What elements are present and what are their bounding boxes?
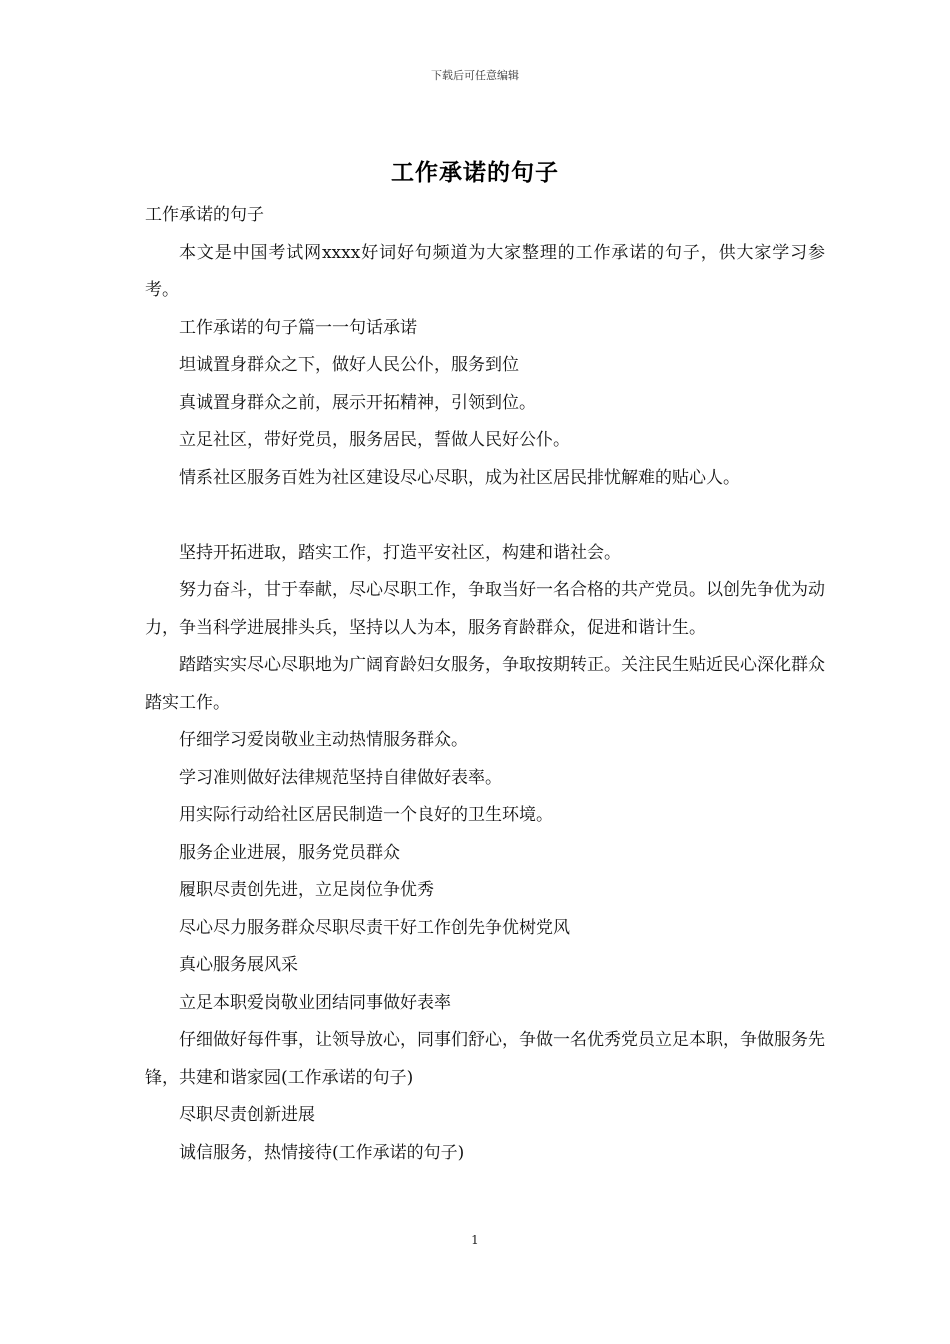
paragraph: 坦诚置身群众之下，做好人民公仆，服务到位 (179, 355, 519, 375)
paragraph: 情系社区服务百姓为社区建设尽心尽职，成为社区居民排忧解难的贴心人。 (179, 467, 740, 488)
page-header: 下载后可任意编辑 (431, 69, 519, 82)
paragraph: 用实际行动给社区居民制造一个良好的卫生环境。 (179, 805, 553, 825)
paragraph: 真心服务展风采 (179, 955, 298, 975)
paragraph: 履职尽责创先进，立足岗位争优秀 (179, 880, 434, 900)
paragraph: 立足社区，带好党员，服务居民，誓做人民好公仆。 (179, 430, 570, 450)
document-body (145, 197, 825, 1172)
blank-line (145, 497, 825, 535)
paragraph: 本文是中国考试网xxxx好词好句频道为大家整理的工作承诺的句子，供大家学习参考。 (145, 242, 825, 300)
paragraph: 工作承诺的句子篇一一句话承诺 (179, 317, 417, 338)
paragraph: 学习准则做好法律规范坚持自律做好表率。 (179, 767, 502, 788)
paragraph: 服务企业进展，服务党员群众 (179, 842, 400, 863)
paragraph: 立足本职爱岗敬业团结同事做好表率 (179, 992, 451, 1013)
document-title: 工作承诺的句子 (391, 159, 559, 186)
paragraph: 仔细学习爱岗敬业主动热情服务群众。 (179, 730, 468, 750)
paragraph: 努力奋斗，甘于奉献，尽心尽职工作，争取当好一名合格的共产党员。以创先争优为动力，争当科学进展排头兵，坚持以人为本，服务育龄群众，促进和谐计生。 (145, 580, 825, 638)
paragraph: 坚持开拓进取，踏实工作，打造平安社区，构建和谐社会。 (179, 542, 621, 563)
paragraph: 诚信服务，热情接待(工作承诺的句子) (179, 1142, 465, 1163)
paragraph: 真诚置身群众之前，展示开拓精神，引领到位。 (179, 392, 536, 413)
paragraph-subtitle: 工作承诺的句子 (145, 205, 264, 225)
paragraph: 尽心尽力服务群众尽职尽责干好工作创先争优树党风 (179, 917, 570, 938)
paragraph: 踏踏实实尽心尽职地为广阔育龄妇女服务，争取按期转正。关注民生贴近民心深化群众踏实工作。 (145, 655, 825, 713)
paragraph: 尽职尽责创新进展 (179, 1105, 315, 1125)
page-number: 1 (471, 1233, 479, 1247)
paragraph: 仔细做好每件事，让领导放心，同事们舒心，争做一名优秀党员立足本职，争做服务先锋，共建和谐家园(工作承诺的句子) (145, 1030, 825, 1088)
